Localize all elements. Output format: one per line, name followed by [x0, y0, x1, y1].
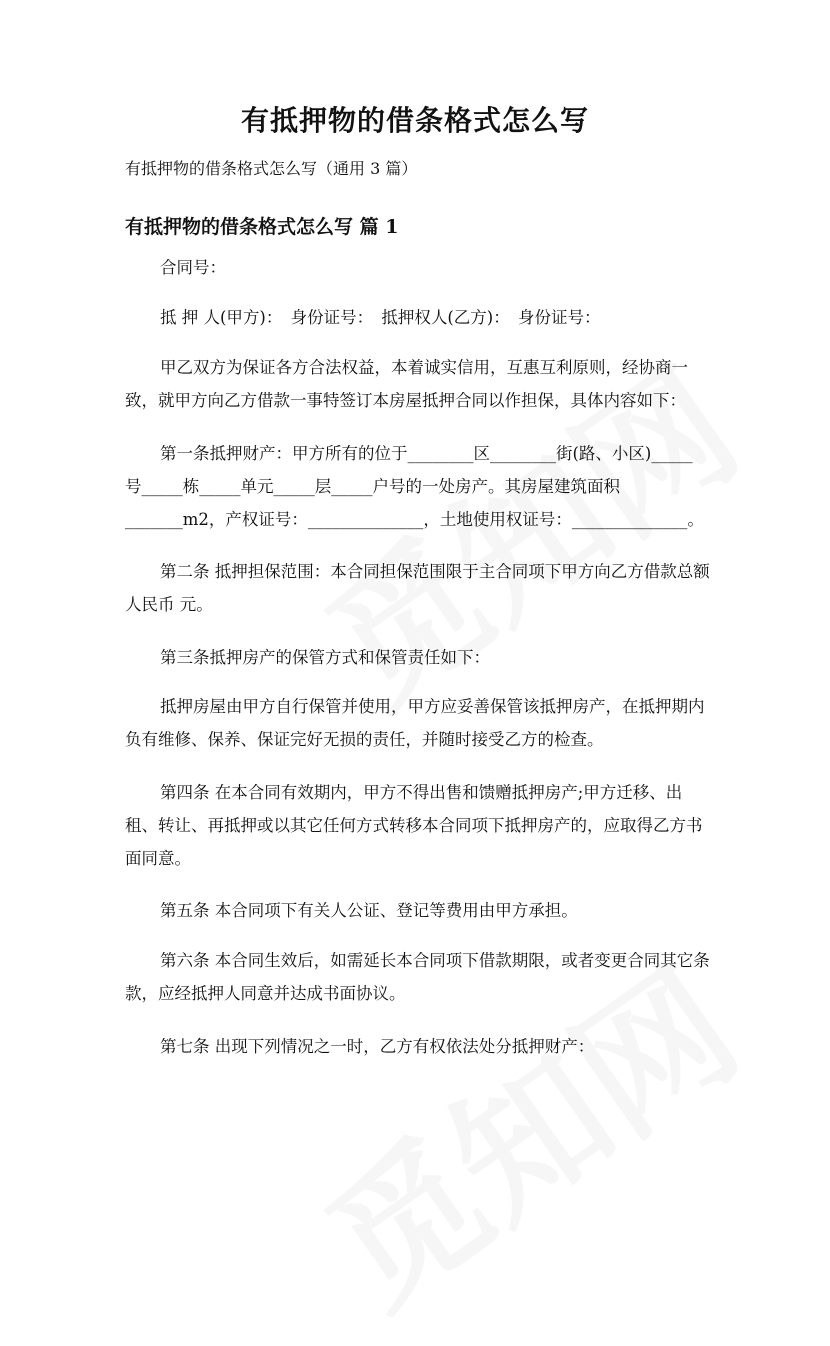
- article-5: 第五条 本合同项下有关人公证、登记等费用由甲方承担。: [160, 901, 578, 920]
- section-heading: 有抵押物的借条格式怎么写 篇 1: [125, 216, 399, 238]
- document-subtitle: 有抵押物的借条格式怎么写（通用 3 篇）: [125, 159, 418, 178]
- document-title: 有抵押物的借条格式怎么写: [240, 104, 589, 137]
- article-4: 第四条 在本合同有效期内，甲方不得出售和馈赠抵押房产;甲方迁移、出租、转让、再抵押或以其它任何方式转移本合同项下抵押房产的，应取得乙方书面同意。: [125, 783, 703, 868]
- article-3-detail: 抵押房屋由甲方自行保管并使用，甲方应妥善保管该抵押房产，在抵押期内负有维修、保养、保证完好无损的责任，并随时接受乙方的检查。: [125, 697, 705, 749]
- article-3: 第三条抵押房产的保管方式和保管责任如下：: [160, 648, 490, 667]
- contract-number: 合同号：: [160, 258, 226, 277]
- article-7: 第七条 出现下列情况之一时，乙方有权依法处分抵押财产：: [160, 1037, 595, 1056]
- article-1-line-1: 第一条抵押财产：甲方所有的位于________区________街(路、小区)_____: [160, 444, 693, 463]
- article-2: 第二条 抵押担保范围：本合同担保范围限于主合同项下甲方向乙方借款总额人民币 元。: [125, 562, 710, 614]
- article-1: [125, 437, 710, 536]
- intro-paragraph: 甲乙双方为保证各方合法权益，本着诚实信用，互惠互利原则，经协商一致，就甲方向乙方借款一事特签订本房屋抵押合同以作担保，具体内容如下：: [125, 358, 688, 410]
- article-1-line-2: 号_____栋_____单元_____层_____户号的一处房产。其房屋建筑面积: [125, 477, 620, 496]
- parties-line: 抵 押 人(甲方)： 身份证号： 抵押权人(乙方)： 身份证号：: [160, 308, 601, 327]
- article-6: 第六条 本合同生效后，如需延长本合同项下借款期限，或者变更合同其它条款，应经抵押人同意并达成书面协议。: [125, 951, 710, 1003]
- article-1-line-3: _______m2，产权证号：______________，土地使用权证号：______________。: [125, 510, 704, 529]
